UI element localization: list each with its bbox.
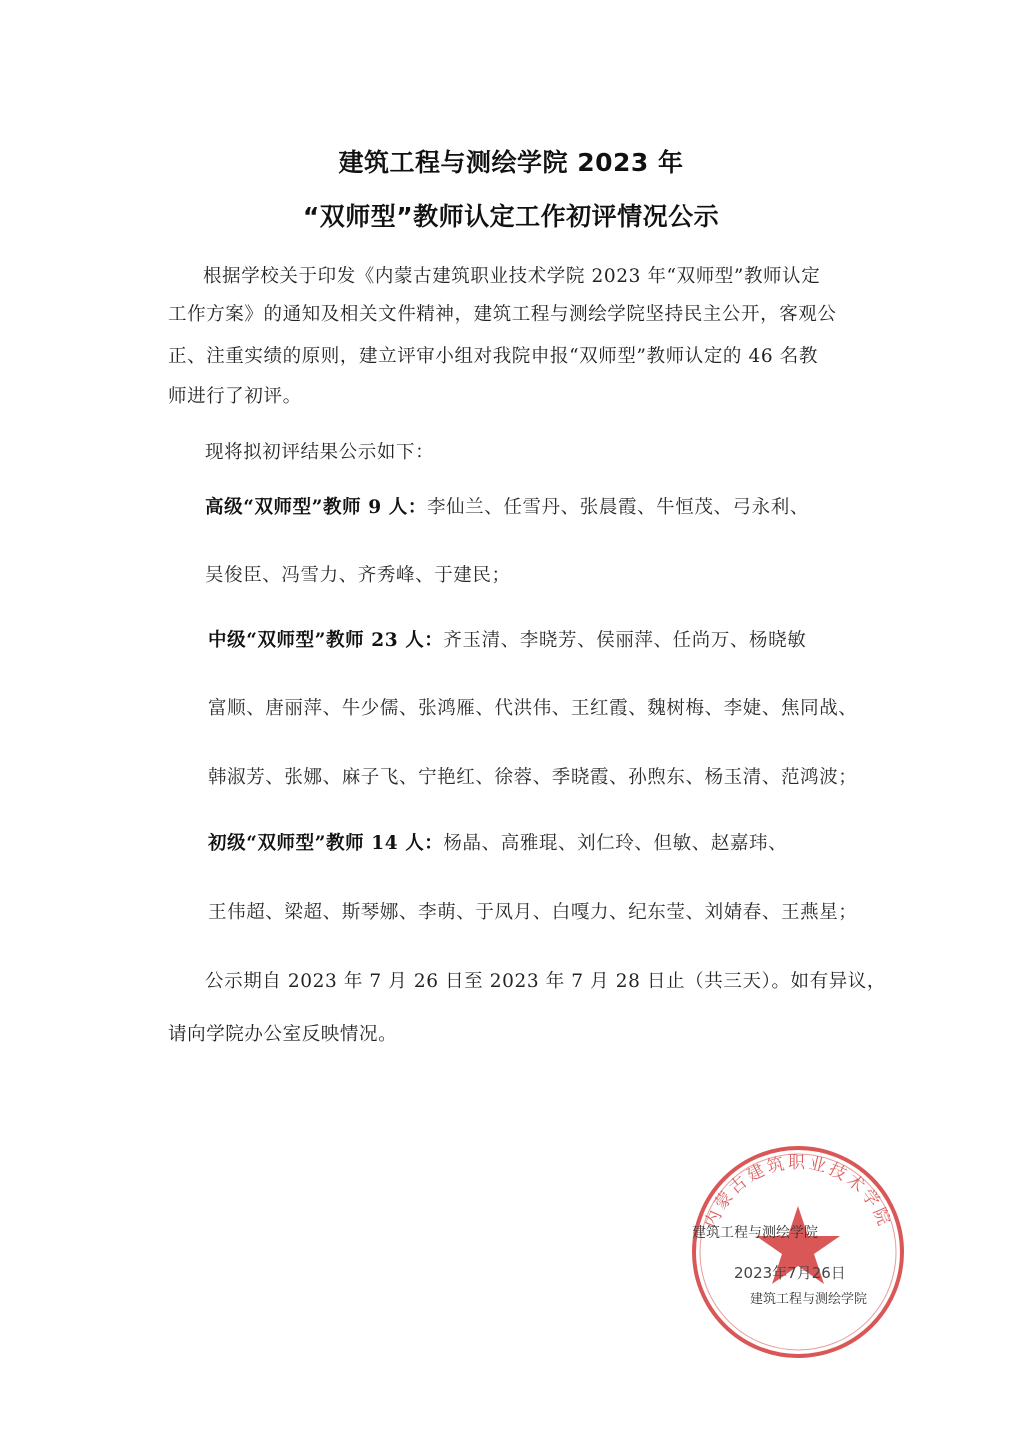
official-seal	[686, 1140, 910, 1364]
junior-label: 初级“双师型”教师 14 人：	[208, 833, 444, 854]
senior-names-1: 李仙兰、任雪丹、张晨霞、牛恒茂、弓永利、	[426, 497, 809, 518]
senior-row	[205, 493, 809, 519]
seal-graphic	[686, 1140, 910, 1364]
senior-label: 高级“双师型”教师 9 人：	[205, 497, 427, 518]
senior-names-2: 吴俊臣、冯雪力、齐秀峰、于建民；	[205, 565, 511, 586]
intermediate-names-1: 齐玉清、李晓芳、侯丽萍、任尚万、杨晓敏	[443, 630, 807, 651]
intermediate-names-2: 富顺、唐丽萍、牛少儒、张鸿雁、代洪伟、王红霞、魏树梅、李婕、焦同战、	[208, 698, 858, 719]
intro-line-4: 师进行了初评。	[168, 386, 302, 407]
intermediate-label: 中级“双师型”教师 23 人：	[208, 630, 444, 651]
document-title-line1: 建筑工程与测绘学院 2023 年	[338, 148, 684, 177]
intermediate-names-3: 韩淑芳、张娜、麻子飞、宁艳红、徐蓉、季晓霞、孙煦东、杨玉清、范鸿波；	[208, 767, 858, 788]
announce-text: 现将拟初评结果公示如下：	[205, 442, 435, 463]
document-title-line2: “双师型”教师认定工作初评情况公示	[302, 202, 720, 231]
seal-bottom-text: 建筑工程与测绘学院	[750, 1292, 868, 1307]
intermediate-row	[208, 626, 806, 652]
intro-line-3: 正、注重实绩的原则，建立评审小组对我院申报“双师型”教师认定的 46 名教	[168, 346, 818, 367]
intro-line-1: 根据学校关于印发《内蒙古建筑职业技术学院 2023 年“双师型”教师认定	[203, 266, 821, 287]
junior-names-1: 杨晶、高雅琨、刘仁玲、但敏、赵嘉玮、	[443, 833, 788, 854]
seal-date-text: 2023年7月26日	[734, 1264, 846, 1282]
period-line-2: 请向学院办公室反映情况。	[168, 1024, 398, 1045]
seal-center-text: 建筑工程与测绘学院	[692, 1225, 818, 1241]
intro-line-2: 工作方案》的通知及相关文件精神，建筑工程与测绘学院坚持民主公开，客观公	[168, 304, 837, 325]
junior-row	[208, 829, 787, 855]
seal-ring-textpath: 内蒙古建筑职业技术学院	[701, 1153, 895, 1232]
junior-names-2: 王伟超、梁超、斯琴娜、李萌、于凤月、白嘎力、纪东莹、刘婧春、王燕星；	[208, 902, 858, 923]
period-line-1: 公示期自 2023 年 7 月 26 日至 2023 年 7 月 28 日止（共三天）。如有异议，	[205, 971, 887, 992]
